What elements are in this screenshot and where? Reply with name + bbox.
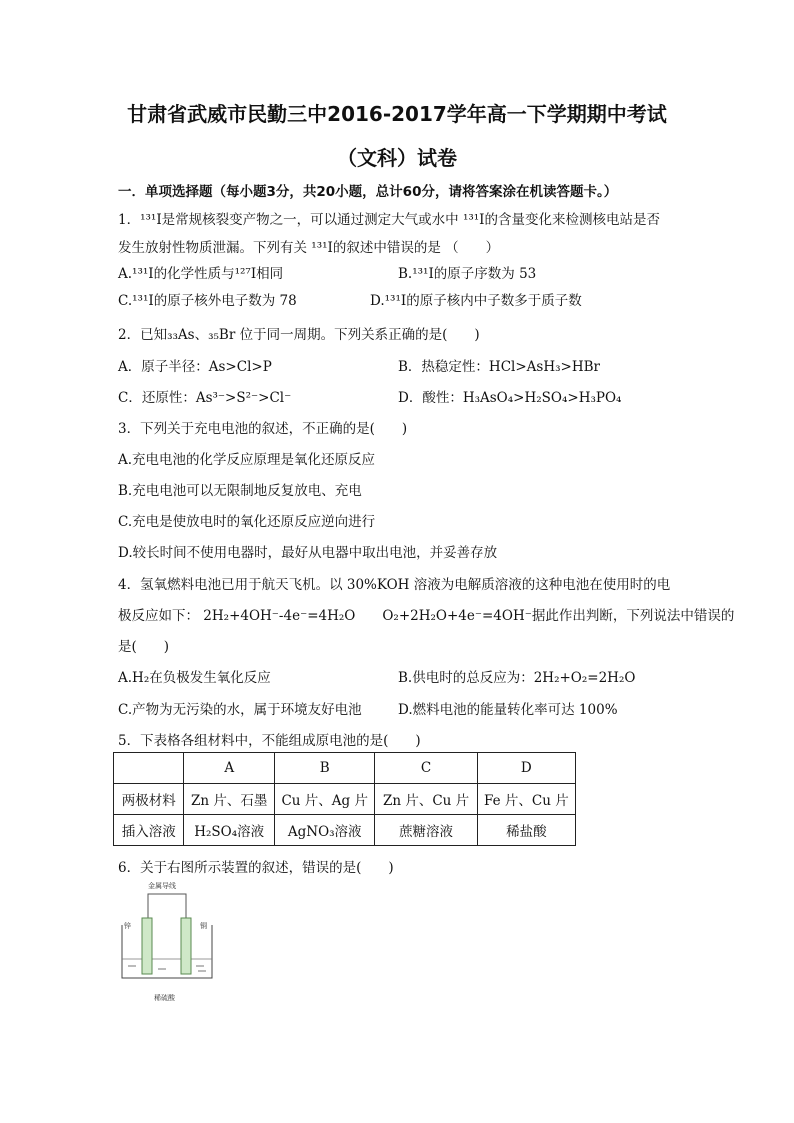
table-cell: AgNO₃溶液 [274, 815, 374, 846]
table-cell: Cu 片、Ag 片 [274, 784, 374, 815]
q3-option-b: B.充电电池可以无限制地反复放电、充电 [118, 483, 362, 499]
copper-electrode [181, 918, 191, 974]
q5-stem: 5．下表格各组材料中，不能组成原电池的是( ) [118, 733, 421, 749]
table-cell: Zn 片、Cu 片 [375, 784, 477, 815]
q2-option-c: C．还原性：As³⁻>S²⁻>Cl⁻ [118, 390, 292, 406]
q4-stem-line1: 4．氢氧燃料电池已用于航天飞机。以 30%KOH 溶液为电解质溶液的这种电池在使用时的电 [118, 577, 671, 593]
q4-option-d: D.燃料电池的能量转化率可达 100% [398, 702, 618, 718]
zinc-electrode [142, 918, 152, 974]
q4-option-a: A.H₂在负极发生氧化反应 [118, 670, 271, 686]
table-cell: H₂SO₄溶液 [184, 815, 275, 846]
table-cell: D [477, 753, 575, 784]
q1-option-c: C.¹³¹I的原子核外电子数为 78 [118, 293, 297, 309]
table-cell: 稀盐酸 [477, 815, 575, 846]
section-heading: 一．单项选择题（每小题3分，共20小题，总计60分，请将答案涂在机读答题卡。） [118, 184, 618, 200]
q1-option-a: A.¹³¹I的化学性质与¹²⁷I相同 [118, 266, 284, 282]
q1-stem-line1: 1．¹³¹I是常规核裂变产物之一，可以通过测定大气或水中 ¹³¹I的含量变化来检测核电站是否 [118, 212, 661, 228]
q1-stem-line2: 发生放射性物质泄漏。下列有关 ¹³¹I的叙述中错误的是 （ ） [118, 240, 500, 256]
figure-label-zinc: 锌 [124, 922, 131, 930]
table-cell: C [375, 753, 477, 784]
table-row [114, 815, 576, 846]
q3-stem: 3．下列关于充电电池的叙述，不正确的是( ) [118, 421, 408, 437]
q5-table [113, 752, 576, 846]
table-cell: A [184, 753, 275, 784]
page-title: 甘肃省武威市民勤三中2016-2017学年高一下学期期中考试 [127, 102, 667, 126]
q2-option-d: D．酸性：H₃AsO₄>H₂SO₄>H₃PO₄ [398, 390, 622, 406]
q2-option-a: A．原子半径：As>Cl>P [118, 359, 272, 375]
table-cell: 蔗糖溶液 [375, 815, 477, 846]
table-row [114, 753, 576, 784]
q6-stem: 6．关于右图所示装置的叙述，错误的是( ) [118, 860, 394, 876]
beaker-outline [122, 925, 212, 978]
table-cell: Zn 片、石墨 [184, 784, 275, 815]
table-row [114, 784, 576, 815]
figure-label-wire: 金属导线 [148, 882, 176, 890]
table-cell: Fe 片、Cu 片 [477, 784, 575, 815]
table-cell: 两极材料 [114, 784, 184, 815]
q4-stem-line3: 是( ) [118, 639, 170, 655]
galvanic-cell-diagram [118, 878, 218, 1008]
galvanic-cell-figure [118, 878, 218, 1008]
q4-option-c: C.产物为无污染的水，属于环境友好电池 [118, 702, 362, 718]
q2-stem: 2．已知₃₃As、₃₅Br 位于同一周期。下列关系正确的是( ) [118, 327, 480, 343]
q2-option-b: B．热稳定性：HCl>AsH₃>HBr [398, 359, 600, 375]
q3-option-c: C.充电是使放电时的氧化还原反应逆向进行 [118, 514, 376, 530]
q3-option-a: A.充电电池的化学反应原理是氧化还原反应 [118, 452, 376, 468]
q4-option-b: B.供电时的总反应为：2H₂+O₂=2H₂O [398, 670, 636, 686]
table-cell: 插入溶液 [114, 815, 184, 846]
wire-line [148, 894, 186, 925]
q3-option-d: D.较长时间不使用电器时，最好从电器中取出电池，并妥善存放 [118, 545, 498, 561]
q1-option-b: B.¹³¹I的原子序数为 53 [398, 266, 537, 282]
figure-label-copper: 铜 [200, 922, 207, 930]
figure-label-solution: 稀硫酸 [154, 994, 175, 1002]
table-cell [114, 753, 184, 784]
table-cell: B [274, 753, 374, 784]
q4-stem-line2: 极反应如下： 2H₂+4OH⁻-4e⁻=4H₂O O₂+2H₂O+4e⁻=4OH⁻据此作出判断，下列说法中错误的 [118, 608, 735, 624]
page-subtitle: （文科）试卷 [337, 146, 457, 170]
q1-option-d: D.¹³¹I的原子核内中子数多于质子数 [370, 293, 582, 309]
